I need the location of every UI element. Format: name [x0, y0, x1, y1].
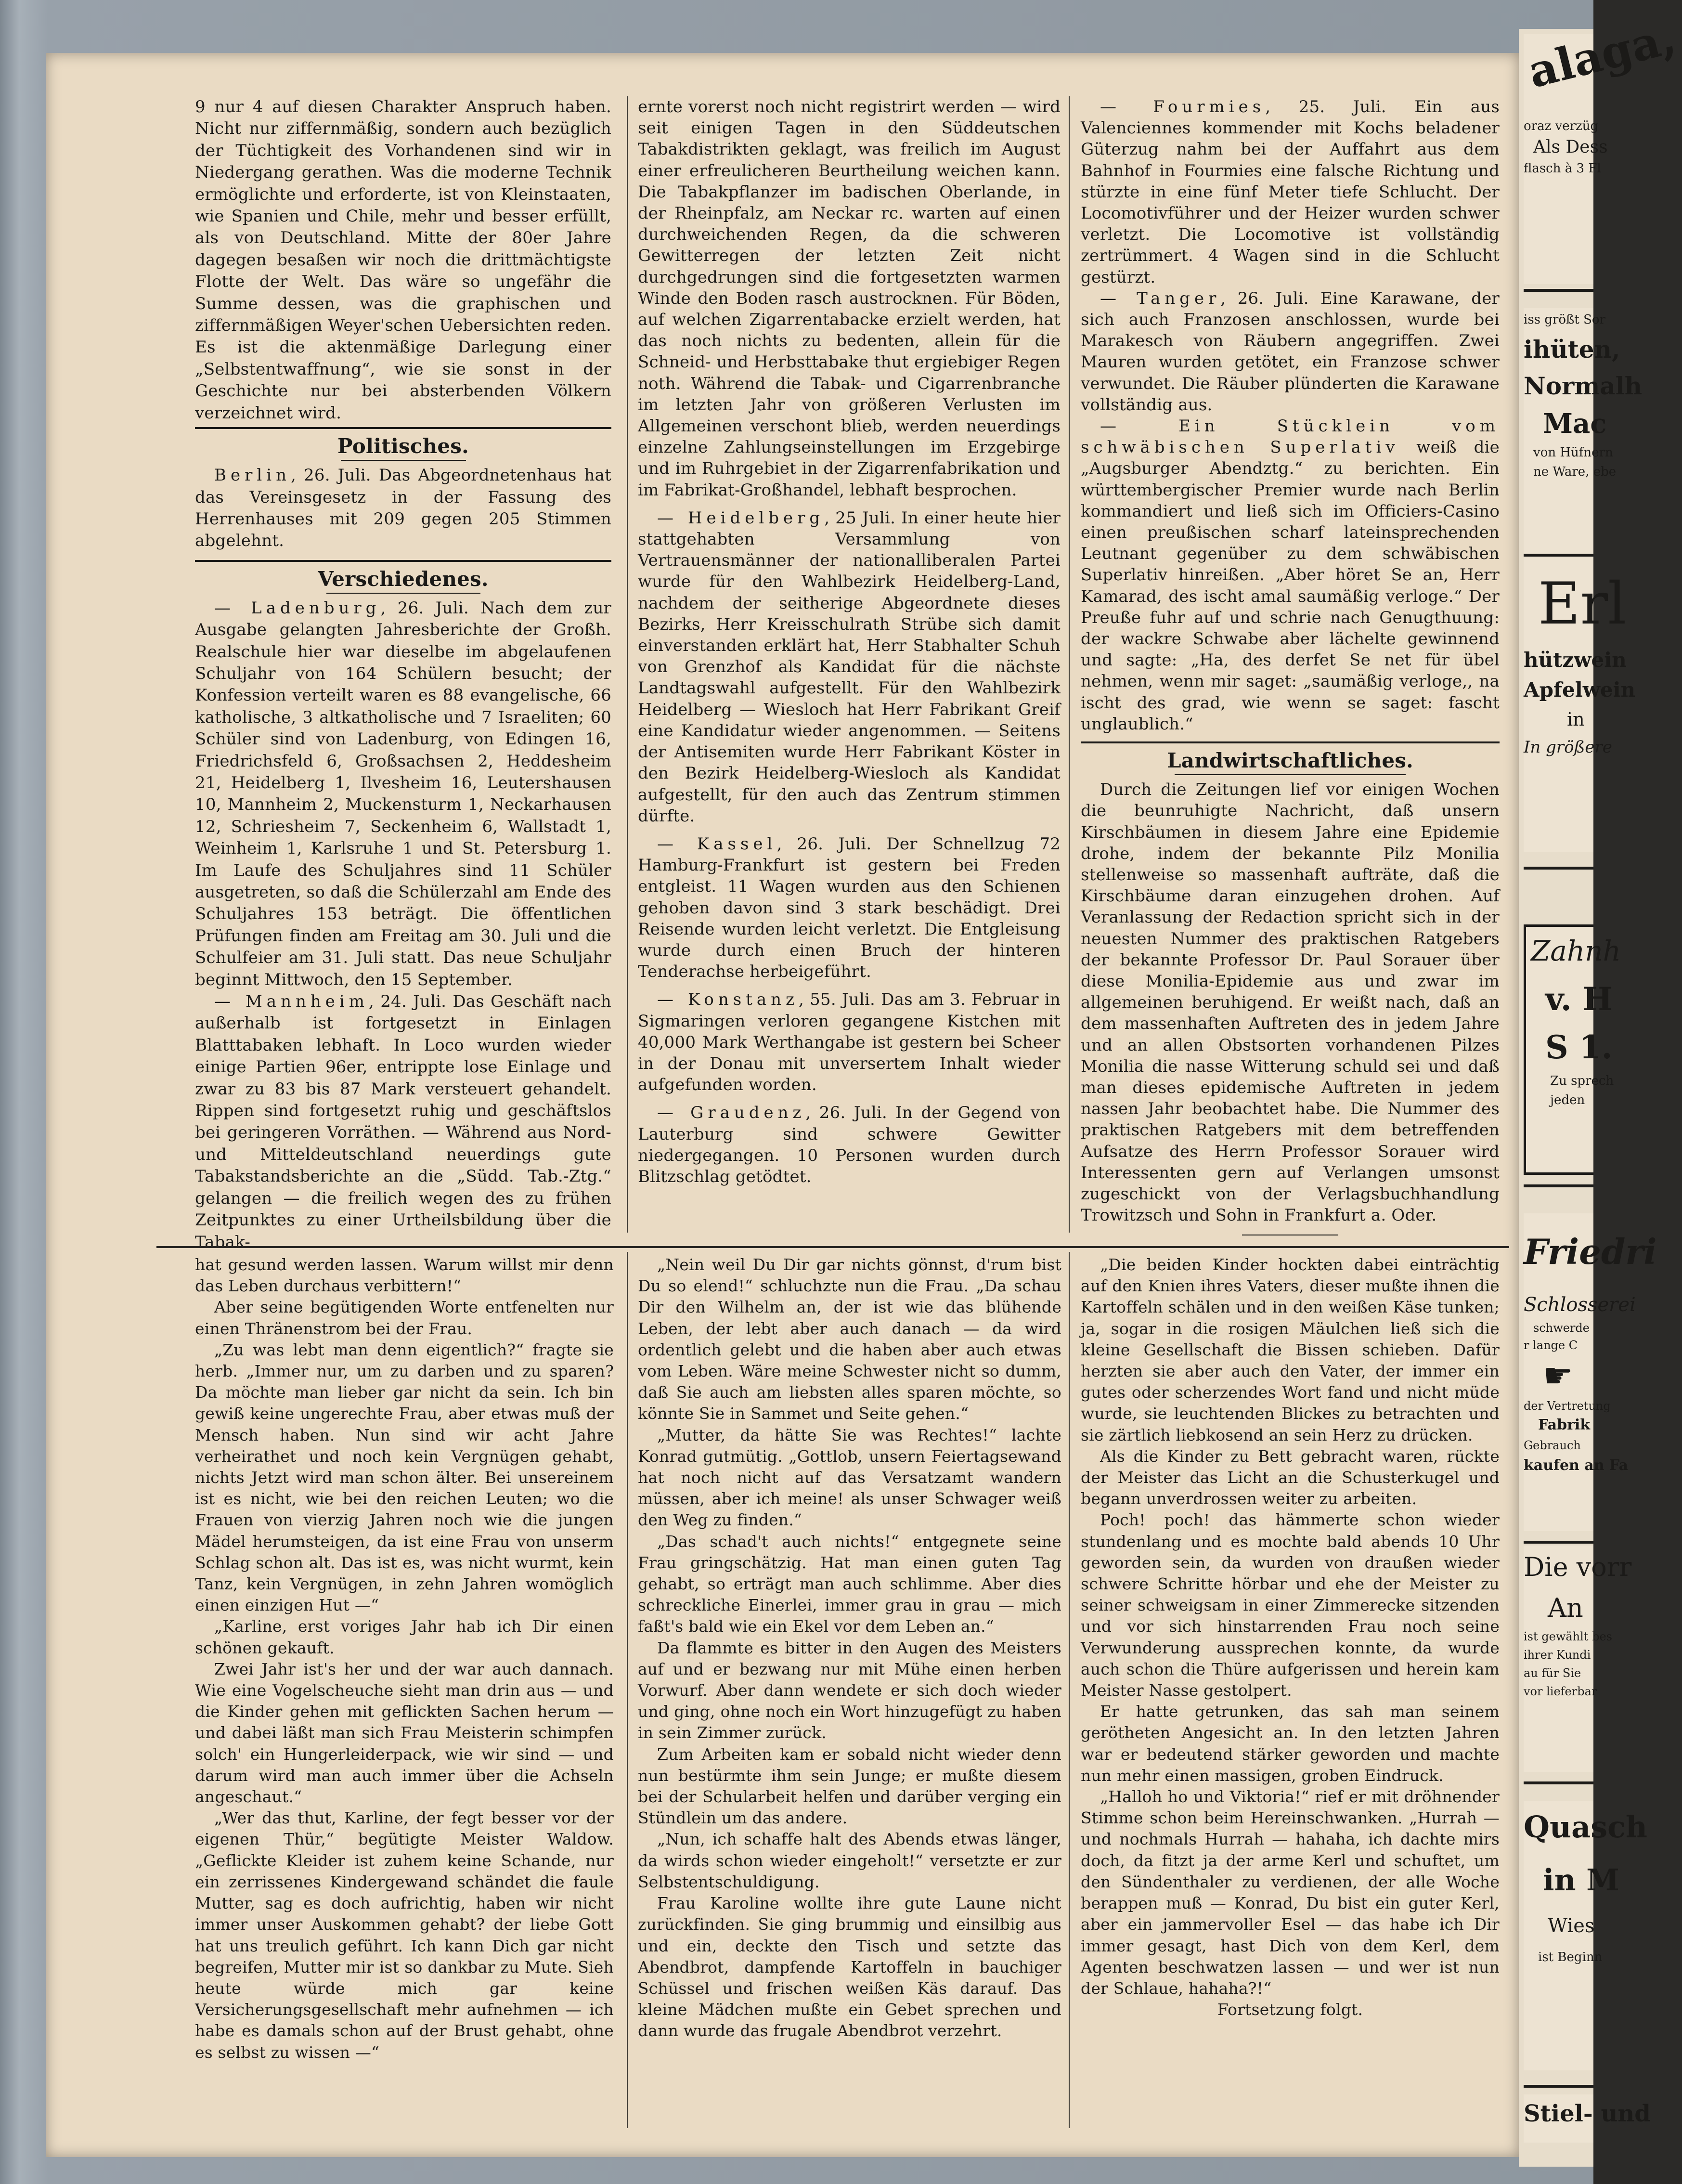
article-ladenburg-text: , 26. Juli. Nach dem zur Ausgabe gelangten Jahresberichte der Großh. Realschule hier war dieselbe im abgelaufenen Schuljahr von 164 Schülern besucht; der Konfession verteilt waren es 88 evangelische, 66 katholische, 3 altkatholische und 7 Israeliten; 60 Schüler sind von Ladenburg, von Edingen 16, Friedrichsfeld 6, Großsachsen 2, Heddesheim 21, Heidelberg 1, Ilvesheim 16, Leutershausen 10, Mannheim 2, Muckensturm 1, Neckarhausen 12, Schriesheim 7, Seckenheim 6, Wallstadt 1, Weinheim 1, Karlsruhe 1 und St. Petersburg 1. Im Laufe des Schuljahres sind 11 Schüler ausgetreten, so daß die Schülerzahl am Ende des Schuljahres 153 beträgt. Die öffentlichen Prüfungen finden am Freitag am 30. Juli und die Schulfeier am 31. Juli statt. Das neue Schuljahr beginnt Mittwoch, den 15 September.: [195, 598, 612, 989]
ad-text: Mac: [1543, 408, 1607, 440]
ad-text: in: [1567, 709, 1585, 730]
ad-border: [1524, 1184, 1593, 1187]
section-rule: [195, 427, 611, 429]
ad-text: Gebrauch: [1524, 1439, 1581, 1452]
ad-fragment-3: [1524, 563, 1636, 852]
story-paragraph: „Karline, erst voriges Jahr hab ich Dir einen schönen gekauft.: [195, 1617, 614, 1657]
ad-text: ist gewählt bes: [1524, 1630, 1612, 1643]
ad-border: [1524, 1781, 1593, 1784]
ad-text: ihrer Kundi: [1524, 1648, 1591, 1662]
story-paragraph: Er hatte getrunken, das sah man seinem gerötheten Angesicht an. In den letzten Jahren war er bedeutend stärker geworden und machte nun mehr einen massigen, groben Eindruck.: [1081, 1702, 1500, 1785]
article-tanger-text: , 26. Juli. Eine Karawane, der sich auch Franzosen anschlossen, wurde bei Marakesch von Räubern angegriffen. Zwei Mauren wurden getötet, ein Franzose schwer verwundet. Die Räuber plünderten die Karawane vollständig aus.: [1081, 288, 1500, 415]
heading-underline: [1175, 774, 1406, 775]
ad-text: schwerde: [1533, 1321, 1590, 1335]
section-rule: [1081, 741, 1500, 743]
dateline-stuecklein: — Ein Stücklein vom schwäbischen Superlativ: [1081, 416, 1500, 457]
ad-text: kaufen an Fa: [1524, 1457, 1629, 1474]
feuilleton-divider: [156, 1246, 1509, 1248]
article-kassel-text: , 26. Juli. Der Schnellzug 72 Hamburg-Frankfurt ist gestern bei Freden entgleist. 11 Wagen wurden aus den Schienen gehoben davon sind 3 stark beschädigt. Drei Reisende wurden leicht verletzt. Die Entgleisung wurde durch einen Bruch der hinteren Tenderachse herbeigeführt.: [638, 834, 1061, 982]
intro-paragraph: 9 nur 4 auf diesen Charakter Anspruch haben. Nicht nur ziffernmäßig, sondern auch bezüglich der Tüchtigkeit des Vorhandenen sind wir in Niedergang gerathen. Was die moderne Technik ermöglichte und erforderte, ist von Kleinstaaten, wie Spanien und Chile, mehr und besser erfüllt, als von Deutschland. Mitte der 80er Jahre dagegen besaßen wir noch die drittmächtigste Flotte der Welt. Das wäre so ungefähr die Summe dessen, was die graphischen und ziffernmäßigen Weyer'schen Uebersichten reden. Es ist die aktenmäßige Darlegung einer „Selbstentwaffnung“, wie sie sonst in der Geschichte nur bei absterbenden Völkern verzeichnet wird.: [195, 97, 611, 423]
article-berlin: [195, 465, 611, 552]
story-paragraph: Zwei Jahr ist's her und der war auch dannach. Wie eine Vogelscheuche sieht man drin aus — und die Kinder gehen mit geflickten Sachen herum — und dabei läßt man sich Frau Meisterin schimpfen solch' ein Hungerleiderpack, wie wir sind — und darum wird man auch immer über die Achseln angeschaut.“: [195, 1659, 614, 1807]
article-konstanz: [638, 989, 1061, 1095]
article-kassel: [638, 833, 1061, 982]
ad-fragment-4: [1524, 924, 1621, 1175]
ad-text: au für Sie: [1524, 1666, 1581, 1680]
story-paragraph: Als die Kinder zu Bett gebracht waren, rückte der Meister das Licht an die Schusterkugel und begann unverdrossen weiter zu arbeiten.: [1081, 1446, 1500, 1508]
column-divider: [627, 96, 628, 1233]
pointing-hand-icon: ☛: [1543, 1356, 1573, 1395]
ad-text: hützwein: [1524, 648, 1627, 672]
ad-border: [1524, 867, 1593, 870]
ad-fragment-8: [1524, 2094, 1651, 2143]
continuation-note: Fortsetzung folgt.: [1217, 2000, 1363, 2019]
ad-text: iss größt Sor: [1524, 312, 1605, 327]
ad-text: Zahnh: [1531, 935, 1621, 967]
ad-fragment-2: [1524, 308, 1643, 578]
heading-underline: [326, 593, 480, 594]
article-tanger: [1081, 288, 1500, 416]
ad-text: der Vertretung: [1524, 1399, 1611, 1413]
ad-text: Friedri: [1524, 1231, 1657, 1272]
article-stuecklein-text: weiß die „Augsburger Abendztg.“ zu berichten. Ein württembergischer Premier wurde nach Berlin kommandiert und ließ sich im Officiers-Casino einen preußischen scharf lateinsprechenden Leutnant gegenüber zu dem schwäbischen Superlativ hinreißen. „Aber höret Se an, Herr Kamarad, des ischt amal saumäßig verloge.“ Der Preuße fuhr auf und schrie nach Genugthuung: der wackre Schwabe aber lächelte gewinnend und sagte: „Ha, des derfet Se net für übel nehmen, wenn mir saget: „saumäßig verloge,, na ischt des grad, wie wenn se saget: fascht unglaublich.“: [1081, 438, 1500, 734]
ad-fragment-1: [1523, 11, 1681, 284]
dateline-kassel: — Kassel: [657, 834, 777, 854]
ad-text: von Hüfnern: [1533, 445, 1613, 460]
dateline-fourmies: — Fourmies: [1100, 97, 1266, 117]
ad-text: jeden: [1550, 1093, 1585, 1107]
article-fourmies-text: , 25. Juli. Ein aus Valenciennes kommender mit Kochs beladener Güterzug nahm bei der Auffahrt aus dem Bahnhof in Fourmies eine falsche Richtung und stürzte in eine fünf Meter tiefe Schlucht. Der Locomotivführer und der Heizer wurden schwer verletzt. Die Locomotive ist vollständig zertrümmert. 4 Wagen sind in die Schlucht gestürzt.: [1081, 97, 1500, 287]
dateline-mannheim: — Mannheim: [214, 992, 369, 1012]
story-column-2: [638, 1254, 1061, 2042]
dateline-ladenburg: — Ladenburg: [214, 598, 381, 618]
ad-fragment-7: [1524, 1801, 1647, 2070]
story-paragraph: Da flammte es bitter in den Augen des Meisters auf und er bezwang nur mit Mühe einen herben Vorwurf. Aber dann wendete er sich doch wieder und ging, ohne noch ein Wort hinzugefügt zu haben in sein Zimmer zurück.: [638, 1638, 1061, 1742]
story-paragraph: „Mutter, da hätte Sie was Rechtes!“ lachte Konrad gutmütig. „Gottlob, unsern Feiertagsewand hat noch nicht auf das Versatzamt wandern müssen, aber ich meine! als unser Schwager weiß den Weg zu finden.“: [638, 1425, 1061, 1530]
article-heidelberg-text: , 25 Juli. In einer heute hier stattgehabten Versammlung von Vertrauensmänner der nationalliberalen Partei wurde für den Wahlbezirk Heidelberg-Land, nachdem der seitherige Abgeordnete dieses Bezirks, Herr Kreisschulrath Strübe sich damit einverstanden erklärt hat, Herr Stabhalter Schuh von Grenzhof als Kandidat für die nächste Landtagswahl aufgestellt. Für den Wahlbezirk Heidelberg — Wiesloch hat Herr Fabrikant Greif eine Kandidatur wieder angenommen. — Seitens der Antisemiten wurde Herr Fabrikant Köster in den Bezirk Heidelberg-Wiesloch als Kandidat aufgestellt, für den auch das Zentrum stimmen dürfte.: [638, 508, 1061, 826]
ad-fragment-6: [1524, 1546, 1632, 1772]
article-mannheim-text: , 24. Juli. Das Geschäft nach außerhalb ist fortgesetzt in Einlagen Blatttabaken lebhaft. In Loco wurden wieder einige Partien 96er, entrippte lose Einlage und zwar zu 83 bis 87 Mark versteuert gehandelt. Rippen sind fortgesetzt ruhig und geschäftslos bei geringeren Vorräthen. — Während aus Nord- und Mitteldeutschland neuerdings gute Tabakstandsberichte an die „Südd. Tab.-Ztg.“ gelangen — die freilich wegen des zu frühen Zeitpunktes zu einer Urtheilsbildung über die Tabak-: [195, 992, 611, 1252]
story-paragraph: „Die beiden Kinder hockten dabei einträchtig auf den Knien ihres Vaters, dieser mußte ihnen die Kartoffeln schälen und in den weißen Käse tunken; ja, sogar in die rosigen Mäulchen ließ sich die kleine Gesellschaft die Bissen schieben. Dafür herzten sie aber auch den Vater, der immer ein gutes oder scherzendes Wort fand und nicht müde wurde, sie leuchtenden Blickes zu betrachten und sie zärtlich liebkosend an sein Herz zu drücken.: [1081, 1255, 1500, 1444]
ad-text: Schlosserei: [1524, 1294, 1636, 1316]
ad-text: An: [1548, 1593, 1583, 1623]
heading-landwirtschaftliches: Landwirtschaftliches.: [1167, 749, 1413, 773]
top-column-1: [195, 96, 611, 1253]
ad-text: ist Beginn: [1538, 1950, 1603, 1964]
heading-politisches: Politisches.: [337, 434, 469, 458]
ad-text: Normalh: [1524, 372, 1643, 400]
ad-text: Quasch: [1524, 1809, 1647, 1845]
article-konstanz-text: , 55. Juli. Das am 3. Februar in Sigmaringen verloren gegangene Kistchen mit 40,000 Mark Werthangabe ist gestern bei Scheer in der Donau mit unversertem Inhalt wieder aufgefunden worden.: [638, 990, 1061, 1095]
section-rule: [195, 560, 611, 562]
ad-border: [1524, 289, 1593, 292]
ad-text: ihüten,: [1524, 335, 1620, 364]
story-paragraph: Aber seine begütigenden Worte entfenelten nur einen Thränenstrom bei der Frau.: [195, 1298, 614, 1338]
article-landwirtschaft: Durch die Zeitungen lief vor einigen Wochen die beunruhigte Nachricht, daß unsern Kirschbäumen in diesem Jahre eine Epidemie drohe, indem der bekannte Pilz Monilia stellenweise so massenhaft aufträte, daß die Kirschbäume daran einzugehen drohen. Auf Veranlassung der Redaction spricht sich in der neuesten Nummer des praktischen Ratgebers der bekannte Professor Dr. Paul Sorauer über diese Monilia-Epidemie aus und zwar im allgemeinen beruhigend. Er weißt nach, daß an dem massenhaften Auftreten des in jedem Jahre und an allen Obstsorten vorhandenen Pilzes Monilia die nasse Witterung schuld sei und daß man dieses epidemische Auftreten in jedem nassen Jahr beobachtet habe. Die Nummer des praktischen Ratgebers mit dem betreffenden Aufsatze des Herrn Professor Sorauer wird Interessenten gern auf Verlangen umsonst zugeschickt von der Verlagsbuchhandlung Trowitzsch und Sohn in Frankfurt a. Oder.: [1081, 780, 1500, 1225]
article-berlin-text: , 26. Juli. Das Abgeordnetenhaus hat das Vereinsgesetz in der Fassung des Herrenhauses mit 209 gegen 205 Stimmen abgelehnt.: [195, 466, 611, 551]
ad-text: Apfelwein: [1524, 678, 1636, 702]
story-paragraph: Poch! poch! das hämmerte schon wieder stundenlang und es mochte bald abends 10 Uhr geworden sein, da wurden von draußen wieder schwere Schritte hörbar und ehe der Meister zu seiner schweigsam in einer Zimmerecke sitzenden und vor sich hinstarrenden Frau noch seine Verwunderung aussprechen konnte, da wurde auch schon die Thüre aufgerissen und herein kam Meister Nasse gestolpert.: [1081, 1510, 1500, 1700]
ad-fragment-5: [1524, 1213, 1657, 1531]
story-paragraph: Frau Karoline wollte ihre gute Laune nicht zurückfinden. Sie ging brummig und einsilbig aus und ein, deckte den Tisch und setzte das Abendbrot, dampfende Kartoffeln in bauchiger Schüssel und frischen weißen Käs darauf. Das kleine Mädchen mußte ein Gebet sprechen und dann wurde das frugale Abendbrot verzehrt.: [638, 1894, 1061, 2041]
article-tabak-continued: ernte vorerst noch nicht registrirt werden — wird seit einigen Tagen in den Süddeutschen Tabakdistrikten geklagt, was freilich im August einer erfreulicheren Beurtheilung weichen kann. Die Tabakpflanzer im badischen Oberlande, in der Rheinpfalz, am Neckar rc. warten auf einen durchweichenden Regen, da die schweren Gewitterregen der letzten Zeit nicht durchgedrungen sind die fortgesetzten warmen Winde den Boden rasch austrocknen. Für Böden, auf welchen Zigarrentabacke erzielt werden, hat das noch nichts zu bedenten, allein für die Schneid- und Herbsttabake thut ergiebiger Regen noth. Während die Tabak- und Cigarrenbranche im letzten Jahr von größeren Verlusten im Allgemeinen verschont blieb, werden neuerdings einzelne Zahlungseinstellungen im Erzgebirge und im Ruhrgebiet in der Zigarrenfabrikation und im Fabrikat-Großhandel, lebhaft besprochen.: [638, 97, 1061, 500]
ad-text: S 1.: [1545, 1028, 1613, 1066]
column-divider: [1069, 96, 1070, 1233]
story-paragraph: „Halloh ho und Viktoria!“ rief er mit dröhnender Stimme schon beim Hereinschwanken. „Hurrah — und nochmals Hurrah — hahaha, ich dachte mirs doch, da fitzt ja der arme Kerl und schuftet, um den Sündenthaler zu verdienen, der alle Woche berappen muß — Konrad, Du bist ein guter Kerl, aber ein jammervoller Esel — das habe ich Dir immer gesagt, hast Dich von dem Kerl, dem Agenten beschwatzen lassen — und wer ist nun der Schlaue, hahaha?!“: [1081, 1787, 1500, 1998]
top-column-2: [638, 96, 1061, 1187]
ad-border: [1524, 2085, 1593, 2088]
article-graudenz-text: , 26. Juli. In der Gegend von Lauterburg sind schwere Gewitter niedergegangen. 10 Personen wurden durch Blitzschlag getödtet.: [638, 1103, 1061, 1186]
ad-text: Erl: [1538, 571, 1627, 637]
dateline-tanger: — Tanger: [1100, 288, 1221, 308]
ad-text: oraz verzüg: [1524, 119, 1599, 133]
ad-text: Zu sprech: [1550, 1074, 1614, 1088]
ad-text: ne Ware, ebe: [1533, 465, 1617, 479]
story-paragraph: „Zu was lebt man denn eigentlich?“ fragte sie herb. „Immer nur, um zu darben und zu sparen? Da möchte man lieber gar nicht da sein. Ich bin gewiß keine ungerechte Frau, aber etwas muß der Mensch haben. Nun sind wir acht Jahre verheirathet und noch kein Vergnügen gehabt, nichts Jetzt wird man schon älter. Bei unsereinem ist es nicht, wie bei den reichen Leuten; wo die Frauen von vierzig Jahren noch wie die jungen Mädel herumsteigen, da ist eine Frau von unserm Schlag schon alt. Das ist es, was nicht wurmt, kein Tanz, kein Vergnügen, in zehn Jahren womöglich einen einzigen Hut —“: [195, 1340, 614, 1615]
article-stuecklein: [1081, 416, 1500, 735]
dateline-graudenz: — Graudenz: [657, 1103, 806, 1123]
column-divider: [1069, 1252, 1070, 2128]
top-column-3: [1081, 96, 1500, 1235]
article-mannheim: [195, 991, 611, 1253]
ad-text: Fabrik: [1538, 1417, 1591, 1433]
ad-text: Als Dess: [1533, 137, 1608, 157]
story-paragraph: „Wer das thut, Karline, der fegt besser vor der eigenen Thür,“ begütigte Meister Waldow. „Geflickte Kleider ist zuhem keine Schande, nur ein zerrissenes Kindergewand schändet die faule Mutter, sag es doch aufrichtig, haben wir nicht immer unser Auskommen gehabt? der liebe Gott hat uns treulich geführt. Ich kann Dich gar nicht begreifen, Mutter mir ist so dankbar zu Mute. Sieh heute würde mich gar keine Versicherungsgesellschaft mehr aufnehmen — ich habe es damals schon auf der Brust gehabt, ohne es selbst zu wissen —“: [195, 1808, 614, 2062]
story-paragraph: Zum Arbeiten kam er sobald nicht wieder denn nun bestürmte ihm sein Junge; er mußte diesem bei der Schularbeit helfen und darüber verging ein Stündlein um das andere.: [638, 1744, 1061, 1828]
ad-text: alaga,: [1523, 11, 1681, 98]
ad-text: In größere: [1524, 738, 1612, 757]
article-ladenburg: [195, 598, 611, 991]
dateline-heidelberg: — Heidelberg: [657, 508, 825, 528]
heading-underline: [341, 460, 466, 461]
story-paragraph: hat gesund werden lassen. Warum willst mir denn das Leben durchaus verbittern!“: [195, 1255, 614, 1296]
ad-text: v. H: [1545, 980, 1613, 1018]
column-divider: [627, 1252, 628, 2128]
ad-text: vor lieferbar: [1524, 1685, 1597, 1698]
story-column-1: [195, 1254, 614, 2063]
ad-text: Stiel- und: [1524, 2100, 1651, 2127]
ad-text: r lange C: [1524, 1339, 1578, 1352]
story-paragraph: „Nun, ich schaffe halt des Abends etwas länger, da wirds schon wieder eingeholt!“ versetzte er zur Selbstentschuldigung.: [638, 1830, 1061, 1891]
article-heidelberg: [638, 507, 1061, 827]
ad-border: [1524, 554, 1593, 557]
ad-text: Die vorr: [1524, 1552, 1632, 1582]
story-column-3: [1081, 1254, 1500, 2020]
article-fourmies: [1081, 96, 1500, 288]
article-graudenz: [638, 1102, 1061, 1187]
heading-verschiedenes: Verschiedenes.: [318, 567, 489, 591]
story-paragraph: „Das schad't auch nichts!“ entgegnete seine Frau gringschätzig. Hat man einen guten Tag gehabt, so erträgt man auch schlimme. Aber dies schreckliche Einerlei, immer grau in grau — mich faßt's bald wie ein Ekel vor dem Leben an.“: [638, 1532, 1061, 1636]
story-paragraph: „Nein weil Du Dir gar nichts gönnst, d'rum bist Du so elend!“ schluchzte nun die Frau. „Da schau Dir den Wilhelm an, der ist wie das blühende Leben, der lebt aber auch danach — da wird ordentlich gelebt und die haben aber auch etwas vom Leben. Wäre meine Schwester nicht so dumm, daß Sie auch am liebsten alles sparen möchte, so könnte Sie in Sammet und Seite gehen.“: [638, 1255, 1061, 1423]
ad-border: [1524, 1541, 1593, 1544]
ad-text: in M: [1543, 1862, 1619, 1898]
dateline-berlin: Berlin: [214, 466, 291, 485]
dateline-konstanz: — Konstanz: [657, 990, 799, 1010]
ad-text: flasch à 3 Fl: [1524, 161, 1601, 176]
ad-text: Wies: [1548, 1915, 1595, 1937]
